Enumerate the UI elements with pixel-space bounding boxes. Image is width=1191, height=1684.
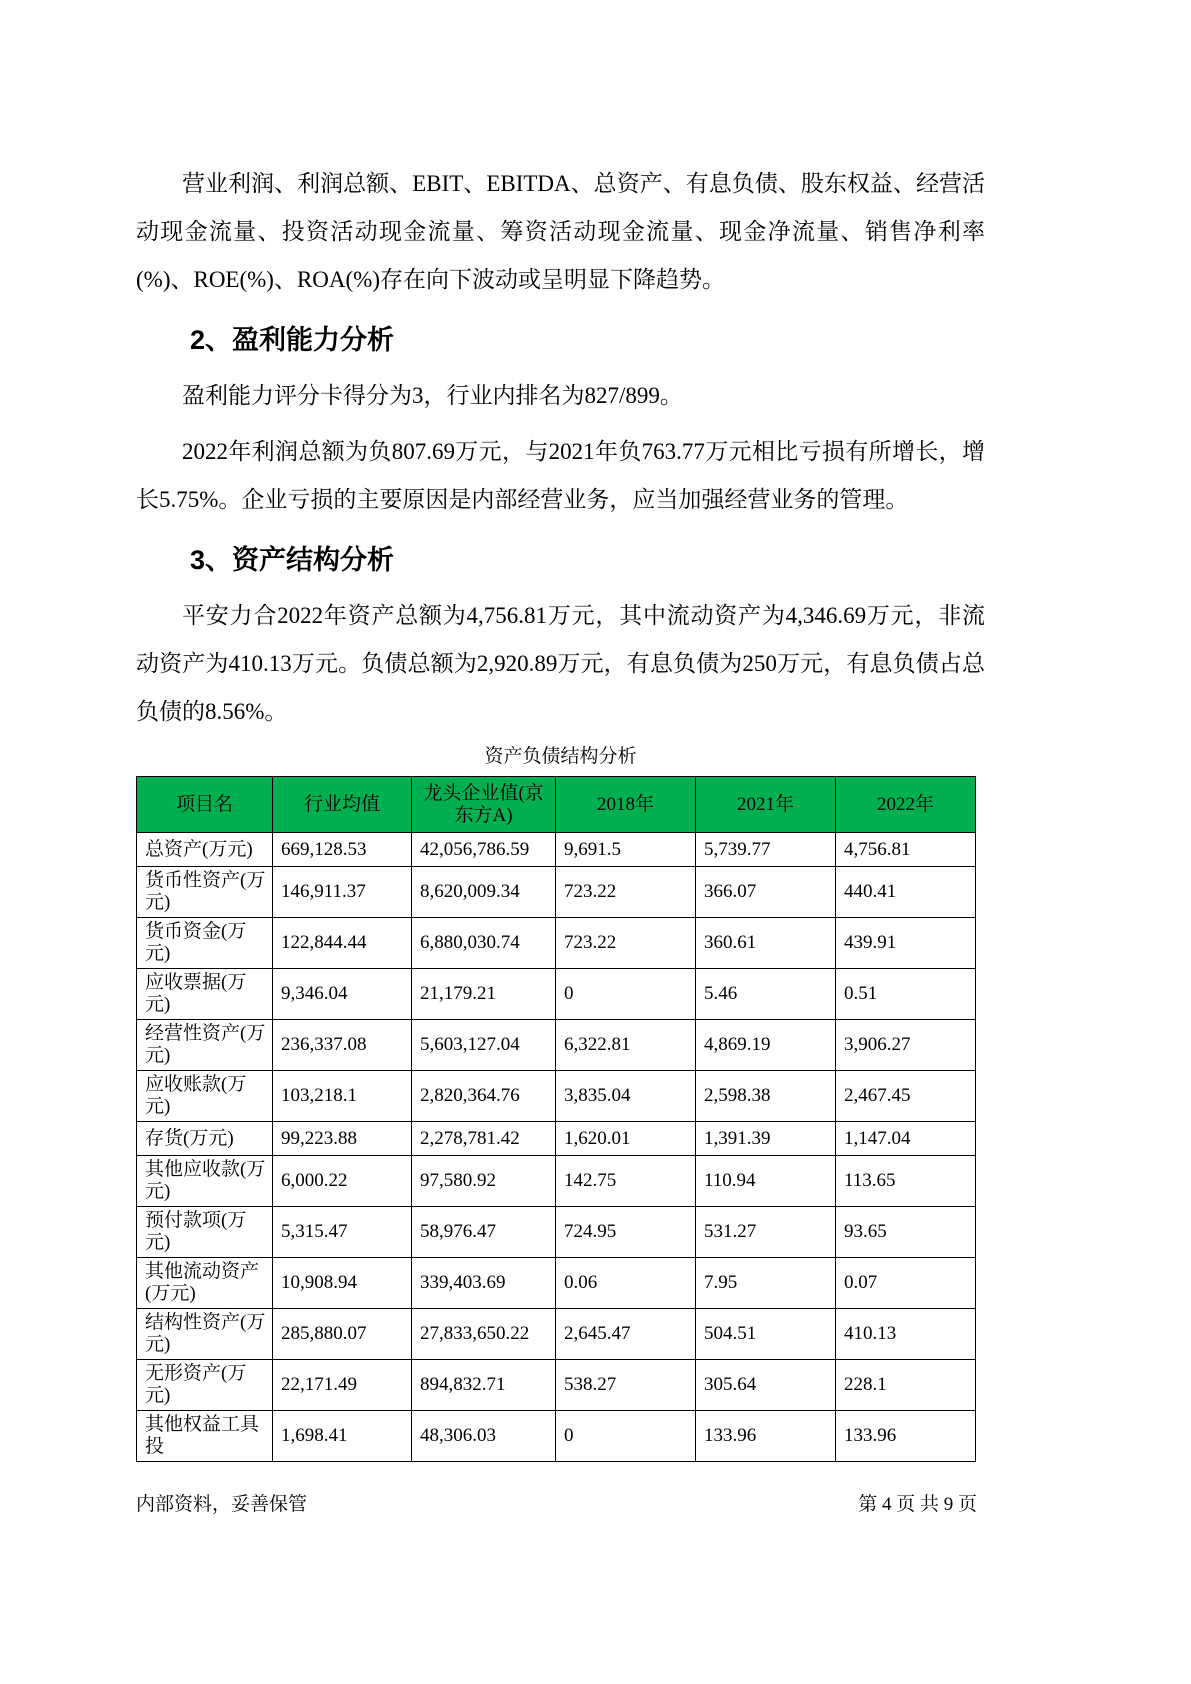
value-cell: 113.65 [836, 1156, 976, 1207]
item-name-cell: 其他应收款(万元) [137, 1156, 273, 1207]
value-cell: 504.51 [696, 1309, 836, 1360]
value-cell: 2,820,364.76 [412, 1071, 556, 1122]
value-cell: 366.07 [696, 867, 836, 918]
column-header: 项目名 [137, 777, 273, 833]
value-cell: 9,346.04 [273, 969, 412, 1020]
balance-structure-table [136, 776, 976, 1462]
table-row [137, 1258, 976, 1309]
value-cell: 410.13 [836, 1309, 976, 1360]
value-cell: 97,580.92 [412, 1156, 556, 1207]
value-cell: 48,306.03 [412, 1411, 556, 1462]
page-content [136, 160, 985, 1462]
value-cell: 5.46 [696, 969, 836, 1020]
paragraph-declining-metrics: 营业利润、利润总额、EBIT、EBITDA、总资产、有息负债、股东权益、经营活动现金流量、投资活动现金流量、筹资活动现金流量、现金净流量、销售净利率(%)、ROE(%)、ROA(%)存在向下波动或呈明显下降趋势。 [136, 171, 985, 292]
table-row [137, 1411, 976, 1462]
column-header: 行业均值 [273, 777, 412, 833]
column-header: 龙头企业值(京东方A) [412, 777, 556, 833]
column-header: 2018年 [556, 777, 696, 833]
item-name-cell: 总资产(万元) [137, 833, 273, 867]
item-name-cell: 货币资金(万元) [137, 918, 273, 969]
table-row [137, 1207, 976, 1258]
value-cell: 531.27 [696, 1207, 836, 1258]
value-cell: 723.22 [556, 867, 696, 918]
value-cell: 21,179.21 [412, 969, 556, 1020]
table-row [137, 833, 976, 867]
table-header [137, 777, 976, 833]
value-cell: 5,315.47 [273, 1207, 412, 1258]
value-cell: 228.1 [836, 1360, 976, 1411]
column-header: 2021年 [696, 777, 836, 833]
column-header: 2022年 [836, 777, 976, 833]
value-cell: 440.41 [836, 867, 976, 918]
paragraph-asset-totals: 平安力合2022年资产总额为4,756.81万元，其中流动资产为4,346.69万元，非流动资产为410.13万元。负债总额为2,920.89万元，有息负债为250万元，有息负债占总负债的8.56%。 [136, 603, 985, 724]
value-cell: 0 [556, 969, 696, 1020]
table-row [137, 1360, 976, 1411]
table-header-row [137, 777, 976, 833]
table-row [137, 1071, 976, 1122]
value-cell: 236,337.08 [273, 1020, 412, 1071]
item-name-cell: 经营性资产(万元) [137, 1020, 273, 1071]
value-cell: 8,620,009.34 [412, 867, 556, 918]
item-name-cell: 存货(万元) [137, 1122, 273, 1156]
value-cell: 1,391.39 [696, 1122, 836, 1156]
value-cell: 305.64 [696, 1360, 836, 1411]
value-cell: 894,832.71 [412, 1360, 556, 1411]
value-cell: 0.51 [836, 969, 976, 1020]
value-cell: 58,976.47 [412, 1207, 556, 1258]
heading-profitability-analysis: 2、盈利能力分析 [190, 325, 395, 355]
footer-confidential-note: 内部资料，妥善保管 [136, 1494, 308, 1515]
value-cell: 42,056,786.59 [412, 833, 556, 867]
value-cell: 99,223.88 [273, 1122, 412, 1156]
item-name-cell: 其他流动资产(万元) [137, 1258, 273, 1309]
value-cell: 0 [556, 1411, 696, 1462]
value-cell: 439.91 [836, 918, 976, 969]
table-row [137, 969, 976, 1020]
heading-asset-structure-analysis: 3、资产结构分析 [190, 545, 395, 575]
value-cell: 0.06 [556, 1258, 696, 1309]
value-cell: 669,128.53 [273, 833, 412, 867]
value-cell: 133.96 [836, 1411, 976, 1462]
item-name-cell: 预付款项(万元) [137, 1207, 273, 1258]
value-cell: 146,911.37 [273, 867, 412, 918]
value-cell: 6,000.22 [273, 1156, 412, 1207]
item-name-cell: 应收账款(万元) [137, 1071, 273, 1122]
value-cell: 2,645.47 [556, 1309, 696, 1360]
value-cell: 6,322.81 [556, 1020, 696, 1071]
value-cell: 122,844.44 [273, 918, 412, 969]
table-row [137, 867, 976, 918]
value-cell: 1,698.41 [273, 1411, 412, 1462]
value-cell: 2,598.38 [696, 1071, 836, 1122]
item-name-cell: 其他权益工具投 [137, 1411, 273, 1462]
value-cell: 5,739.77 [696, 833, 836, 867]
value-cell: 7.95 [696, 1258, 836, 1309]
value-cell: 103,218.1 [273, 1071, 412, 1122]
value-cell: 3,906.27 [836, 1020, 976, 1071]
value-cell: 10,908.94 [273, 1258, 412, 1309]
value-cell: 1,147.04 [836, 1122, 976, 1156]
value-cell: 339,403.69 [412, 1258, 556, 1309]
value-cell: 110.94 [696, 1156, 836, 1207]
value-cell: 0.07 [836, 1258, 976, 1309]
item-name-cell: 无形资产(万元) [137, 1360, 273, 1411]
value-cell: 9,691.5 [556, 833, 696, 867]
table-row [137, 1122, 976, 1156]
value-cell: 93.65 [836, 1207, 976, 1258]
value-cell: 4,756.81 [836, 833, 976, 867]
table-row [137, 1020, 976, 1071]
value-cell: 724.95 [556, 1207, 696, 1258]
table-row [137, 1309, 976, 1360]
value-cell: 285,880.07 [273, 1309, 412, 1360]
item-name-cell: 应收票据(万元) [137, 969, 273, 1020]
table-row [137, 918, 976, 969]
footer-page-number: 第 4 页 共 9 页 [858, 1494, 977, 1515]
paragraph-loss-analysis: 2022年利润总额为负807.69万元，与2021年负763.77万元相比亏损有所增长，增长5.75%。企业亏损的主要原因是内部经营业务，应当加强经营业务的管理。 [136, 439, 985, 512]
item-name-cell: 货币性资产(万元) [137, 867, 273, 918]
value-cell: 3,835.04 [556, 1071, 696, 1122]
value-cell: 142.75 [556, 1156, 696, 1207]
balance-table-body [137, 833, 976, 1462]
value-cell: 723.22 [556, 918, 696, 969]
page-footer [136, 1492, 977, 1518]
value-cell: 2,467.45 [836, 1071, 976, 1122]
value-cell: 4,869.19 [696, 1020, 836, 1071]
value-cell: 6,880,030.74 [412, 918, 556, 969]
table-row [137, 1156, 976, 1207]
paragraph-profitability-score: 盈利能力评分卡得分为3，行业内排名为827/899。 [182, 383, 683, 408]
value-cell: 22,171.49 [273, 1360, 412, 1411]
value-cell: 1,620.01 [556, 1122, 696, 1156]
value-cell: 27,833,650.22 [412, 1309, 556, 1360]
value-cell: 5,603,127.04 [412, 1020, 556, 1071]
value-cell: 538.27 [556, 1360, 696, 1411]
item-name-cell: 结构性资产(万元) [137, 1309, 273, 1360]
value-cell: 360.61 [696, 918, 836, 969]
value-cell: 2,278,781.42 [412, 1122, 556, 1156]
table-title: 资产负债结构分析 [484, 746, 637, 767]
value-cell: 133.96 [696, 1411, 836, 1462]
